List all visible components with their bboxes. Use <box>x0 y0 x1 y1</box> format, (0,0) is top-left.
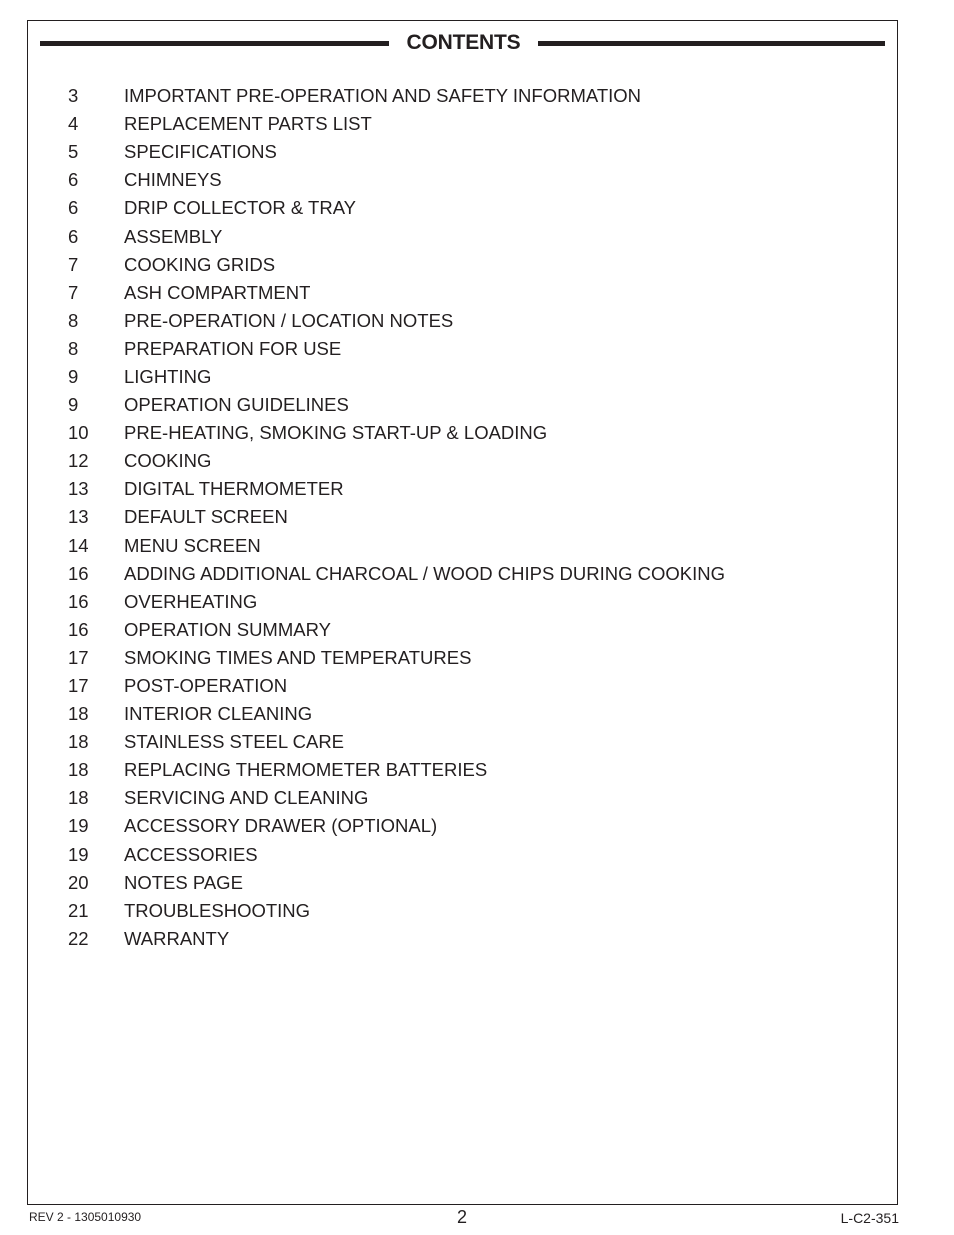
toc-entry <box>68 728 725 756</box>
toc-entry <box>68 475 725 503</box>
toc-entry <box>68 363 725 391</box>
toc-entry <box>68 222 725 250</box>
toc-entry-title: SERVICING AND CLEANING <box>124 787 369 809</box>
toc-entry-title: LIGHTING <box>124 365 212 387</box>
toc-entry-title: ACCESSORY DRAWER (OPTIONAL) <box>124 815 438 837</box>
toc-page-number: 8 <box>68 309 79 331</box>
toc-entry-title: SMOKING TIMES AND TEMPERATURES <box>124 646 472 668</box>
toc-page-number: 8 <box>68 337 79 359</box>
toc-entry-title: WARRANTY <box>124 927 230 949</box>
toc-entry <box>68 869 725 897</box>
toc-entry <box>68 391 725 419</box>
toc-entry-title: DEFAULT SCREEN <box>124 506 288 528</box>
toc-page-number: 20 <box>68 871 89 893</box>
header-rule-right <box>538 41 885 46</box>
toc-page-number: 16 <box>68 618 89 640</box>
toc-entry <box>68 560 725 588</box>
toc-page-number: 22 <box>68 927 89 949</box>
toc-entry <box>68 419 725 447</box>
toc-entry <box>68 588 725 616</box>
toc-entry-title: ADDING ADDITIONAL CHARCOAL / WOOD CHIPS DURING COOKING <box>124 562 725 584</box>
toc-entry-title: INTERIOR CLEANING <box>124 703 313 725</box>
toc-entry-title: OPERATION SUMMARY <box>124 618 331 640</box>
toc-entry-title: POST-OPERATION <box>124 675 288 697</box>
toc-entry-title: REPLACING THERMOMETER BATTERIES <box>124 759 488 781</box>
contents-header <box>40 30 885 58</box>
toc-entry-title: ASSEMBLY <box>124 225 223 247</box>
toc-entry <box>68 279 725 307</box>
page-number: 2 <box>456 1207 467 1227</box>
toc-page-number: 3 <box>68 85 79 107</box>
toc-entry <box>68 251 725 279</box>
toc-page-number: 7 <box>68 281 79 303</box>
toc-page-number: 16 <box>68 562 89 584</box>
toc-entry <box>68 503 725 531</box>
toc-page-number: 13 <box>68 506 89 528</box>
toc-entry <box>68 616 725 644</box>
toc-entry-title: DIGITAL THERMOMETER <box>124 478 344 500</box>
toc-page-number: 9 <box>68 365 79 387</box>
toc-entry <box>68 166 725 194</box>
header-rule-left <box>40 41 389 46</box>
toc-page-number: 18 <box>68 759 89 781</box>
toc-entry-title: OVERHEATING <box>124 590 258 612</box>
toc-page-number: 10 <box>68 422 89 444</box>
toc-page-number: 6 <box>68 169 79 191</box>
toc-entry <box>68 897 725 925</box>
toc-entry <box>68 784 725 812</box>
toc-entry-title: PRE-OPERATION / LOCATION NOTES <box>124 309 454 331</box>
toc-page-number: 7 <box>68 253 79 275</box>
toc-entry-title: COOKING <box>124 450 212 472</box>
toc-entry <box>68 110 725 138</box>
toc-page-number: 19 <box>68 815 89 837</box>
toc-entry <box>68 82 725 110</box>
toc-page-number: 6 <box>68 225 79 247</box>
toc-entry-title: MENU SCREEN <box>124 534 261 556</box>
page-title: CONTENTS <box>406 31 521 54</box>
toc-page-number: 16 <box>68 590 89 612</box>
toc-entry-title: PRE-HEATING, SMOKING START-UP & LOADING <box>124 422 548 444</box>
toc-entry <box>68 138 725 166</box>
toc-entry <box>68 700 725 728</box>
toc-page-number: 19 <box>68 843 89 865</box>
toc-page-number: 21 <box>68 899 89 921</box>
toc-entry <box>68 925 725 953</box>
toc-entry <box>68 335 725 363</box>
toc-entry-title: CHIMNEYS <box>124 169 222 191</box>
toc-entry-title: SPECIFICATIONS <box>124 141 277 163</box>
toc-entry-title: ASH COMPARTMENT <box>124 281 311 303</box>
toc-entry <box>68 672 725 700</box>
toc-entry-title: TROUBLESHOOTING <box>124 899 311 921</box>
toc-entry <box>68 307 725 335</box>
toc-page-number: 6 <box>68 197 79 219</box>
toc-entry-title: PREPARATION FOR USE <box>124 337 342 359</box>
toc-entry-title: STAINLESS STEEL CARE <box>124 731 345 753</box>
toc-entry-title: ACCESSORIES <box>124 843 258 865</box>
toc-entry <box>68 532 725 560</box>
toc-entry-title: COOKING GRIDS <box>124 253 276 275</box>
toc-entry-title: DRIP COLLECTOR & TRAY <box>124 197 356 219</box>
toc-page-number: 18 <box>68 787 89 809</box>
table-of-contents <box>68 82 725 953</box>
toc-page-number: 13 <box>68 478 89 500</box>
toc-page-number: 17 <box>68 646 89 668</box>
toc-entry <box>68 841 725 869</box>
toc-entry-title: OPERATION GUIDELINES <box>124 394 349 416</box>
toc-entry <box>68 812 725 840</box>
document-code: L-C2-351 <box>840 1210 899 1226</box>
toc-entry-title: IMPORTANT PRE-OPERATION AND SAFETY INFORMATION <box>124 85 642 107</box>
toc-page-number: 9 <box>68 394 79 416</box>
revision-code: REV 2 - 1305010930 <box>29 1210 142 1224</box>
toc-entry <box>68 644 725 672</box>
toc-entry <box>68 194 725 222</box>
toc-page-number: 14 <box>68 534 89 556</box>
toc-page-number: 18 <box>68 731 89 753</box>
toc-entry <box>68 447 725 475</box>
toc-page-number: 5 <box>68 141 79 163</box>
toc-page-number: 18 <box>68 703 89 725</box>
toc-page-number: 4 <box>68 113 79 135</box>
toc-entry-title: NOTES PAGE <box>124 871 243 893</box>
toc-entry-title: REPLACEMENT PARTS LIST <box>124 113 372 135</box>
toc-entry <box>68 756 725 784</box>
toc-page-number: 12 <box>68 450 89 472</box>
toc-page-number: 17 <box>68 675 89 697</box>
